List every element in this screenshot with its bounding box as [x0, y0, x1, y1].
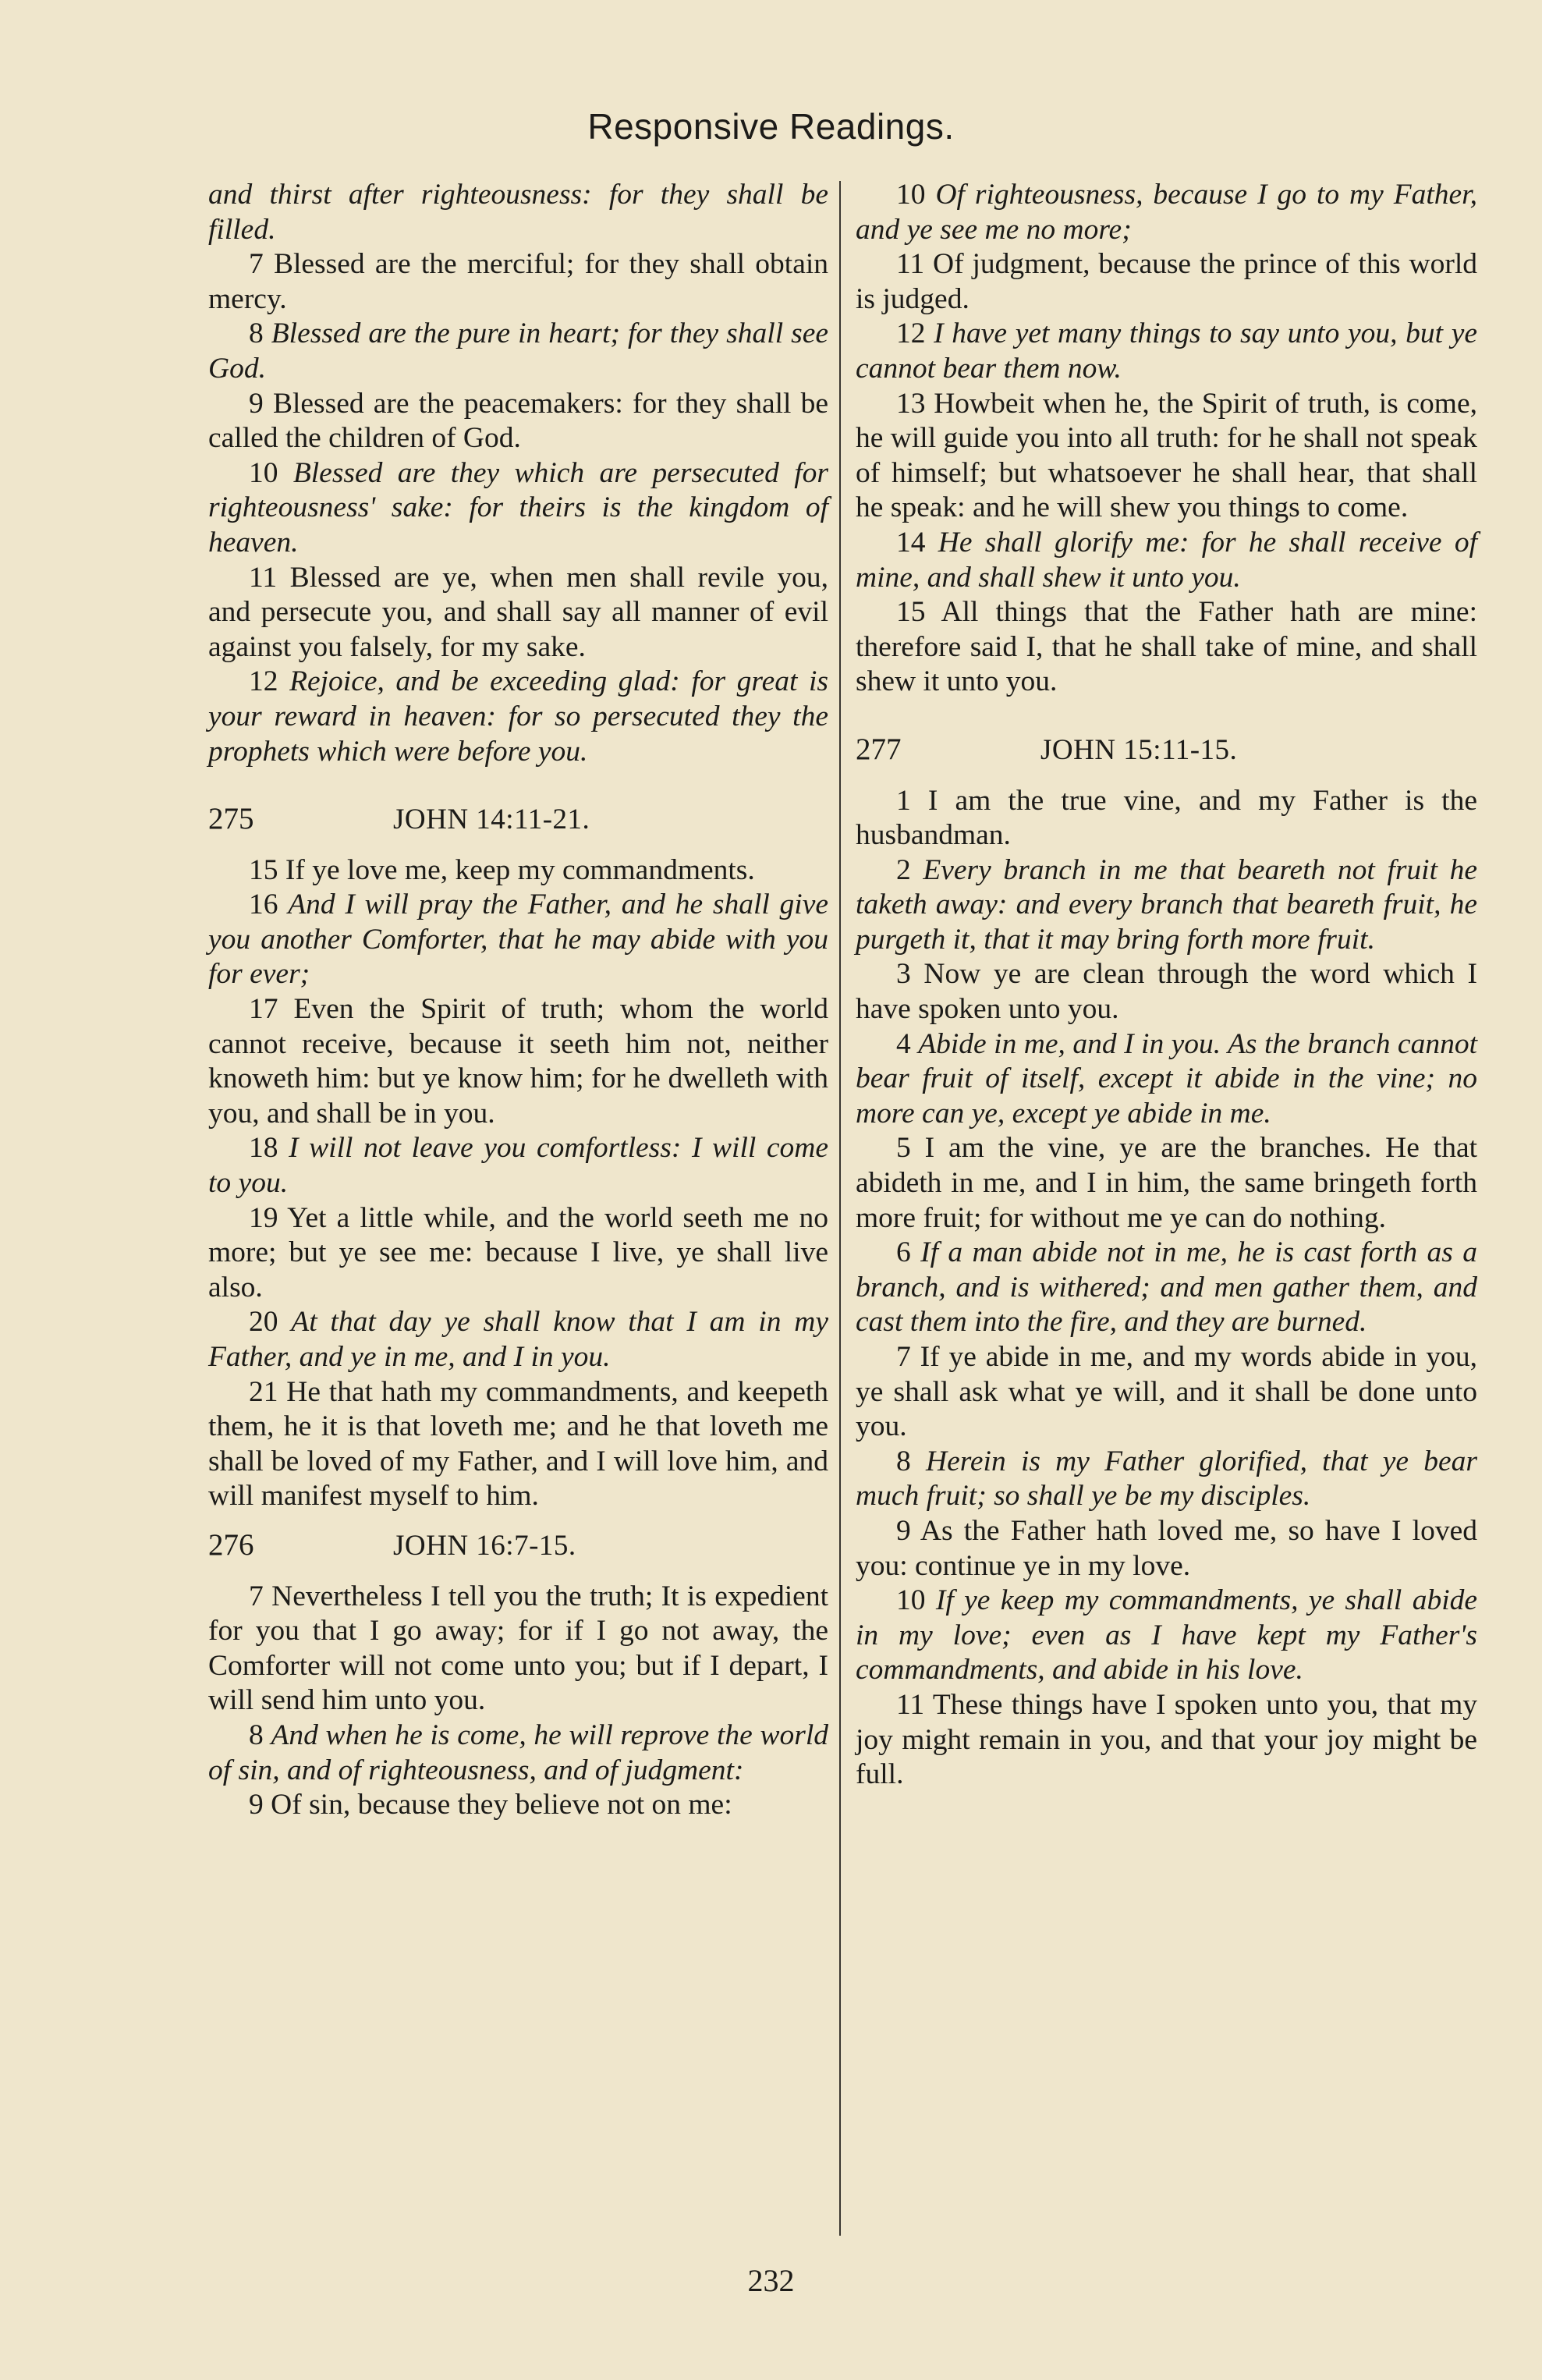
verse: 7 Nevertheless I tell you the truth; It is expedient for you that I go away; for if I go not away, the Comforter will not come unto you; but if I depart, I will send him unto you.: [208, 1580, 828, 1717]
verse: 11 Of judgment, because the prince of this world is judged.: [856, 248, 1477, 315]
verse: 10 If ye keep my commandments, ye shall abide in my love; even as I have kept my Father's commandments, and abide in his love.: [856, 1584, 1478, 1687]
verse: 19 Yet a little while, and the world seeth me no more; but ye see me: because I live, ye shall live also.: [208, 1201, 828, 1304]
verse: 21 He that hath my commandments, and keepeth them, he it is that loveth me; and he that loveth me shall be loved of my Father, and I will love him, and will manifest myself to him.: [208, 1375, 829, 1513]
column-divider: [839, 181, 841, 2236]
verse: 17 Even the Spirit of truth; whom the world cannot receive, because it seeth him not, neither knoweth him: but ye know him; for he dwelleth with you, and shall be in you.: [208, 993, 828, 1130]
verse: 16 And I will pray the Father, and he shall give you another Comforter, that he may abide with you for ever;: [208, 889, 828, 991]
verse: 12 I have yet many things to say unto you, but ye cannot bear them now.: [856, 317, 1477, 385]
verse: 10 Of righteousness, because I go to my Father, and ye see me no more;: [856, 179, 1477, 246]
verse: 3 Now ye are clean through the word which I have spoken unto you.: [856, 958, 1478, 1026]
scripture-reference: JOHN 16:7-15.: [393, 1529, 576, 1562]
left-column: [208, 178, 828, 1823]
verse: 18 I will not leave you comfortless: I will come to you.: [208, 1132, 828, 1200]
verse: 7 Blessed are the merciful; for they shall obtain mercy.: [208, 248, 829, 315]
verse: 13 Howbeit when he, the Spirit of truth, is come, he will guide you into all truth: for he shall not speak of himself; but whatsoever he shall hear, that shall he speak: and he will shew you things to come.: [856, 387, 1477, 524]
verse: 1 I am the true vine, and my Father is the husbandman.: [856, 784, 1477, 852]
right-column: [856, 178, 1477, 1793]
verse: 10 Blessed are they which are persecuted for righteousness' sake: for theirs is the kingdom of heaven.: [208, 456, 828, 559]
page-header: Responsive Readings.: [587, 106, 955, 147]
verse: 9 Blessed are the peacemakers: for they shall be called the children of God.: [208, 387, 828, 455]
page-number: 232: [747, 2263, 795, 2298]
verse: 12 Rejoice, and be exceeding glad: for great is your reward in heaven: for so persecuted they the prophets which were before you.: [208, 665, 828, 768]
verse: 2 Every branch in me that beareth not fruit he taketh away: and every branch that beareth fruit, he purgeth it, that it may bring forth more fruit.: [856, 853, 1477, 956]
verse: 20 At that day ye shall know that I am in my Father, and ye in me, and I in you.: [208, 1306, 828, 1373]
verse: 11 Blessed are ye, when men shall revile you, and persecute you, and shall say all manner of evil against you falsely, for my sake.: [208, 561, 828, 663]
reading-number: 275: [208, 802, 254, 836]
verse: 14 He shall glorify me: for he shall receive of mine, and shall shew it unto you.: [856, 526, 1477, 594]
verse: 8 Herein is my Father glorified, that ye bear much fruit; so shall ye be my disciples.: [856, 1445, 1477, 1513]
scripture-reference: JOHN 15:11-15.: [1040, 733, 1238, 766]
verse: 15 All things that the Father hath are mine: therefore said I, that he shall take of mine, and shall shew it unto you.: [856, 596, 1477, 698]
verse: 6 If a man abide not in me, he is cast forth as a branch, and is withered; and men gather them, and cast them into the fire, and they are burned.: [856, 1236, 1477, 1339]
verse: 15 If ye love me, keep my commandments.: [249, 853, 755, 886]
verse-continuation: and thirst after righteousness: for they shall be filled.: [208, 179, 828, 246]
verse: 11 These things have I spoken unto you, that my joy might remain in you, and that your joy might be full.: [856, 1688, 1477, 1791]
verse: 8 Blessed are the pure in heart; for they shall see God.: [208, 317, 829, 385]
verse: 9 As the Father hath loved me, so have I loved you: continue ye in my love.: [856, 1514, 1477, 1582]
reading-heading: [208, 1528, 828, 1564]
verse: 8 And when he is come, he will reprove the world of sin, and of righteousness, and of judgment:: [208, 1718, 828, 1786]
reading-number: 277: [856, 732, 902, 766]
verse: 9 Of sin, because they believe not on me:: [249, 1789, 732, 1821]
reading-heading: [208, 802, 828, 838]
verse: 5 I am the vine, ye are the branches. He that abideth in me, and I in him, the same bringeth forth more fruit; for without me ye can do nothing.: [856, 1132, 1478, 1234]
reading-heading: [856, 732, 1477, 768]
verse: 7 If ye abide in me, and my words abide in you, ye shall ask what ye will, and it shall be done unto you.: [856, 1341, 1477, 1443]
verse: 4 Abide in me, and I in you. As the branch cannot bear fruit of itself, except it abide in the vine; no more can ye, except ye abide in me.: [856, 1027, 1477, 1130]
scripture-reference: JOHN 14:11-21.: [393, 803, 590, 836]
reading-number: 276: [208, 1527, 254, 1562]
